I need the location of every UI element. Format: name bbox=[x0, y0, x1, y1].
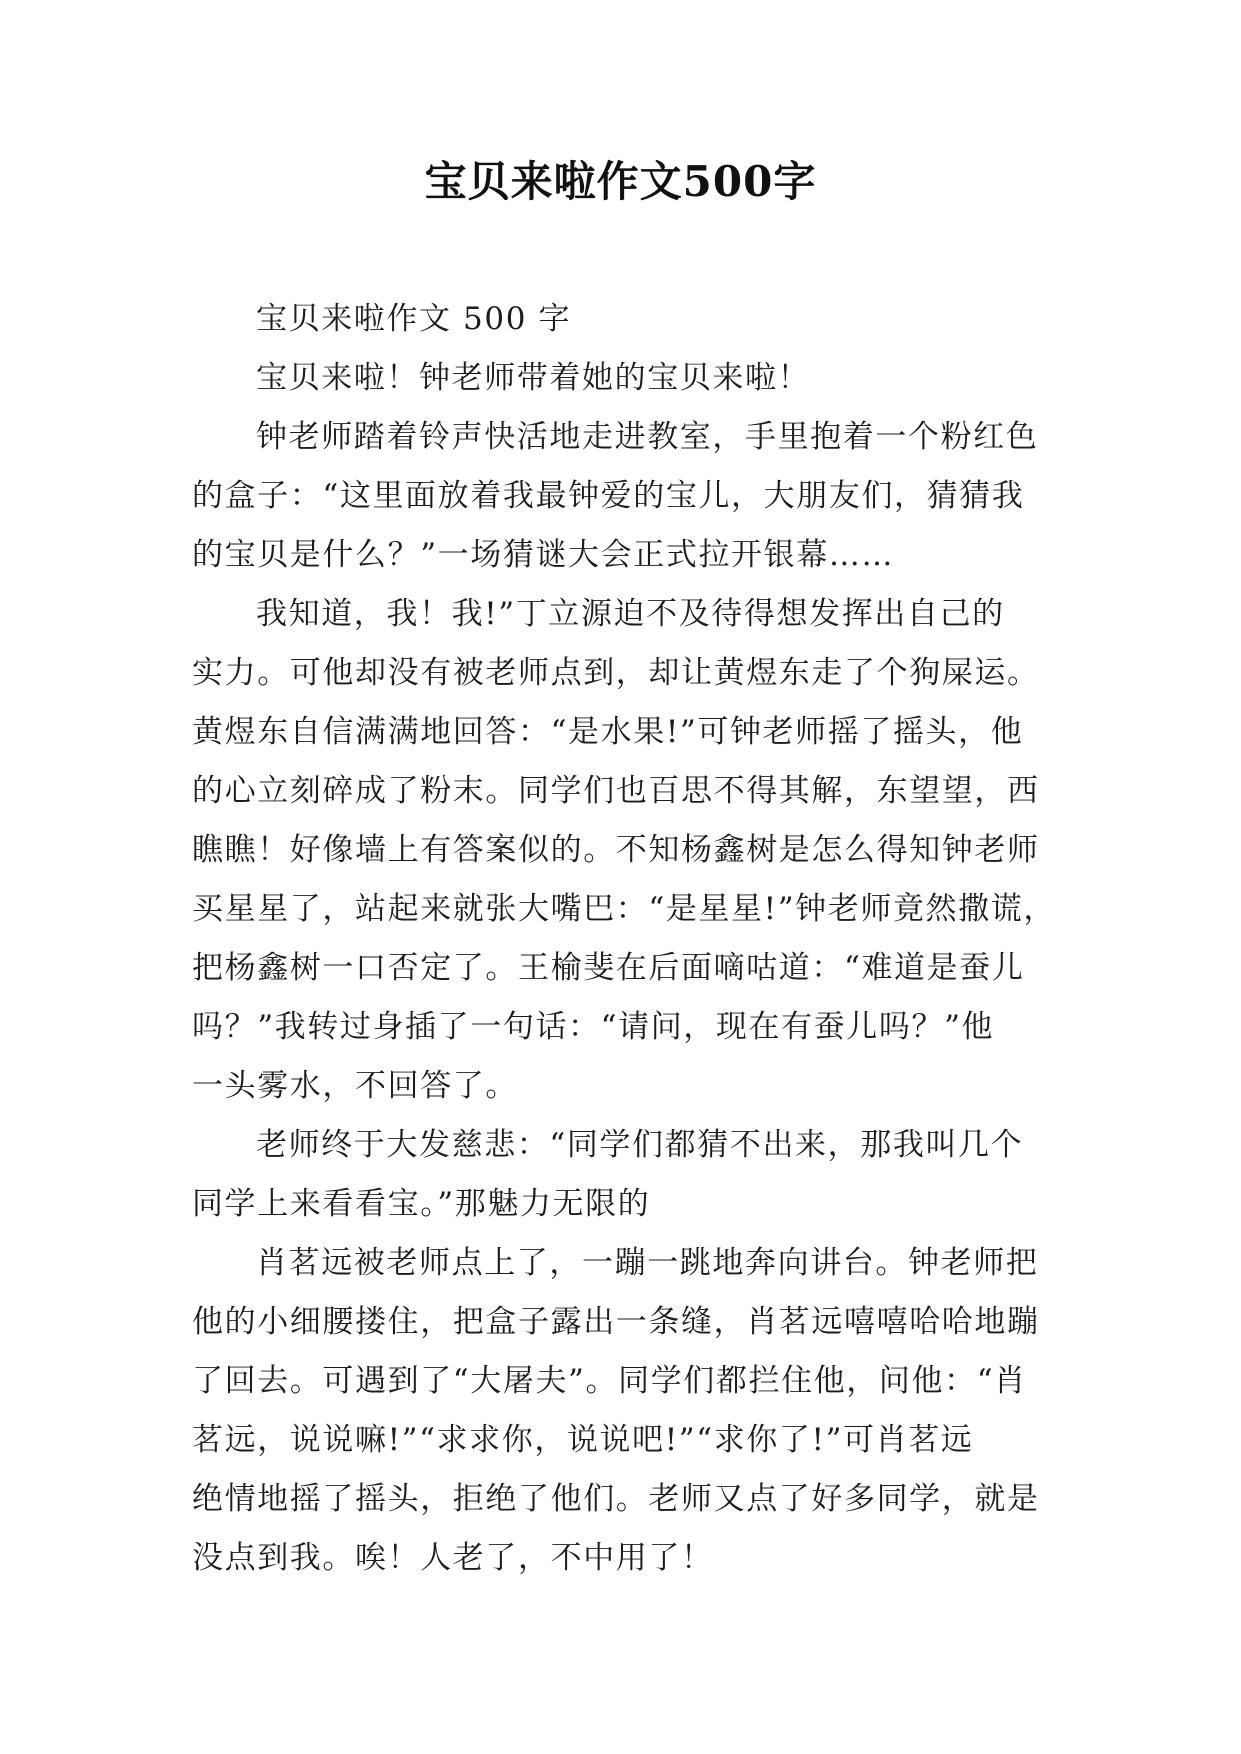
body-line: 钟老师踏着铃声快活地走进教室，手里抱着一个粉红色 bbox=[256, 419, 1039, 455]
body-line: 把杨鑫树一口否定了。王榆斐在后面嘀咕道：“难道是蚕儿 bbox=[192, 950, 1025, 986]
body-line: 实力。可他却没有被老师点到，却让黄煜东走了个狗屎运。 bbox=[192, 655, 1040, 691]
body-line: 他的小细腰搂住，把盒子露出一条缝，肖茗远嘻嘻哈哈地蹦 bbox=[192, 1304, 1040, 1340]
body-line: 一头雾水，不回答了。 bbox=[192, 1068, 518, 1104]
document-title: 宝贝来啦作文500字 bbox=[424, 157, 817, 206]
body-line: 吗？”我转过身插了一句话：“请问，现在有蚕儿吗？”他 bbox=[192, 1009, 995, 1045]
body-line: 的盒子：“这里面放着我最钟爱的宝儿，大朋友们，猜猜我 bbox=[192, 478, 1025, 514]
body-line: 我知道，我！我!”丁立源迫不及待得想发挥出自己的 bbox=[256, 596, 1005, 632]
body-line: 老师终于大发慈悲：“同学们都猜不出来，那我叫几个 bbox=[256, 1127, 1024, 1163]
body-line: 同学上来看看宝。”那魅力无限的 bbox=[192, 1186, 651, 1222]
body-line: 茗远，说说嘛!”“求求你，说说吧!”“求你了!”可肖茗远 bbox=[192, 1422, 974, 1458]
body-line: 了回去。可遇到了“大屠夫”。同学们都拦住他，问他：“肖 bbox=[192, 1363, 1027, 1399]
body-line: 的心立刻碎成了粉末。同学们也百思不得其解，东望望，西 bbox=[192, 773, 1040, 809]
body-line: 黄煜东自信满满地回答：“是水果!”可钟老师摇了摇头，他 bbox=[192, 714, 1024, 750]
body-line: 宝贝来啦作文 500 字 bbox=[256, 301, 572, 337]
body-line: 肖茗远被老师点上了，一蹦一跳地奔向讲台。钟老师把 bbox=[256, 1245, 1039, 1281]
body-line: 的宝贝是什么？”一场猜谜大会正式拉开银幕…… bbox=[192, 537, 895, 573]
body-line: 没点到我。唉！人老了，不中用了！ bbox=[192, 1540, 714, 1576]
body-line: 买星星了，站起来就张大嘴巴：“是星星!”钟老师竟然撒谎， bbox=[192, 891, 1056, 927]
document-body bbox=[192, 290, 1062, 1588]
body-line: 绝情地摇了摇头，拒绝了他们。老师又点了好多同学，就是 bbox=[192, 1481, 1040, 1517]
body-line: 瞧瞧！好像墙上有答案似的。不知杨鑫树是怎么得知钟老师 bbox=[192, 832, 1040, 868]
body-line: 宝贝来啦！钟老师带着她的宝贝来啦！ bbox=[256, 360, 811, 396]
